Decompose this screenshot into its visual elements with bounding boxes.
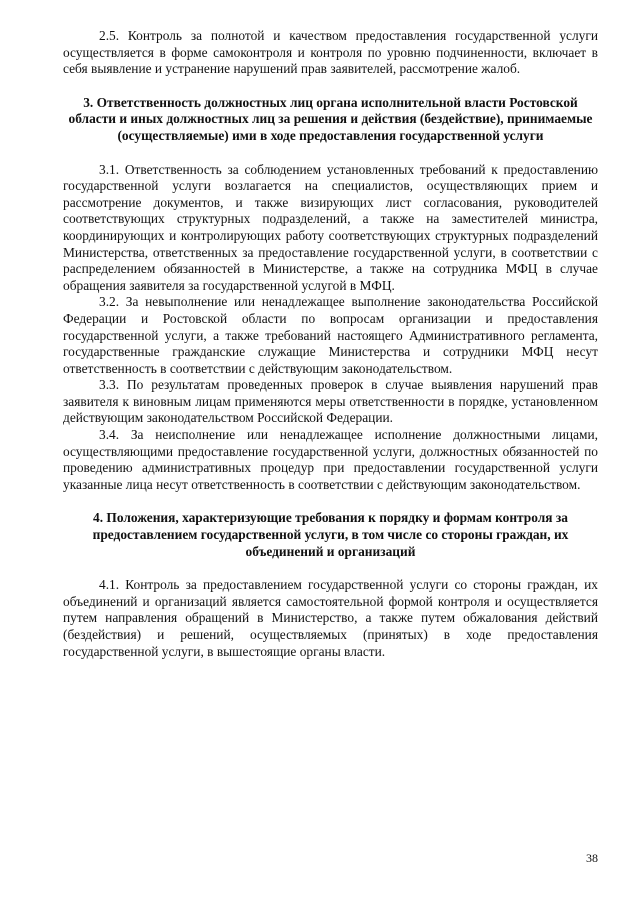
paragraph-3-4: 3.4. За неисполнение или ненадлежащее исполнение должностными лицами, осуществляющими предоставление государственной услуги, должностных обязанностей по проведению административных процедур при предоставлении государственной услуги указанные лица несут ответственность в соответствии с действующим законодательством. (63, 427, 598, 492)
section-3-heading: 3. Ответственность должностных лиц органа исполнительной власти Ростовской области и иных должностных лиц за решения и действия (бездействие), принимаемые (осуществляемые) ими в ходе предоставления государственной услуги (68, 94, 593, 143)
paragraph-3-1: 3.1. Ответственность за соблюдением установленных требований к предоставлению государственной услуги возлагается на специалистов, осуществляющих прием и рассмотрение документов, и также визирующих лист согласования, руководителей соответствующих структурных подразделений, а также на заместителей министра, координирующих и контролирующих работу соответствующих структурных подразделений Министерства, ответственных за предоставление государственной услуги, в соответствии с распределением обязанностей в Министерстве, а также на сотрудника МФЦ в случае обращения заявителя за государственной услугой в МФЦ. (63, 161, 598, 293)
paragraph-3-2: 3.2. За невыполнение или ненадлежащее выполнение законодательства Российской Федерации и Ростовской области по вопросам организации и предоставления государственной услуги, а также требований настоящего Административного регламента, государственные гражданские служащие Министерства и сотрудники МФЦ несут ответственность в соответствии с действующим законодательством. (63, 294, 598, 376)
document-page (63, 28, 598, 660)
paragraph-2-5: 2.5. Контроль за полнотой и качеством предоставления государственной услуги осуществляется в форме самоконтроля и контроля по уровню подчиненности, включает в себя выявление и устранение нарушений прав заявителей, рассмотрение жалоб. (63, 28, 598, 77)
paragraph-4-1: 4.1. Контроль за предоставлением государственной услуги со стороны граждан, их объединений и организаций является самостоятельной формой контроля и осуществляется путем направления обращений в Министерство, а также путем обжалования действий (бездействия) и решений, осуществляемых (принятых) в ходе предоставления государственной услуги, в вышестоящие органы власти. (63, 577, 598, 659)
page-number: 38 (586, 851, 598, 865)
paragraph-3-3: 3.3. По результатам проведенных проверок в случае выявления нарушений прав заявителя к виновным лицам применяются меры ответственности в порядке, установленном действующим законодательством Российской Федерации. (63, 377, 598, 426)
section-4-heading: 4. Положения, характеризующие требования к порядку и формам контроля за предоставлением государственной услуги, в том числе со стороны граждан, их объединений и организаций (92, 510, 569, 559)
